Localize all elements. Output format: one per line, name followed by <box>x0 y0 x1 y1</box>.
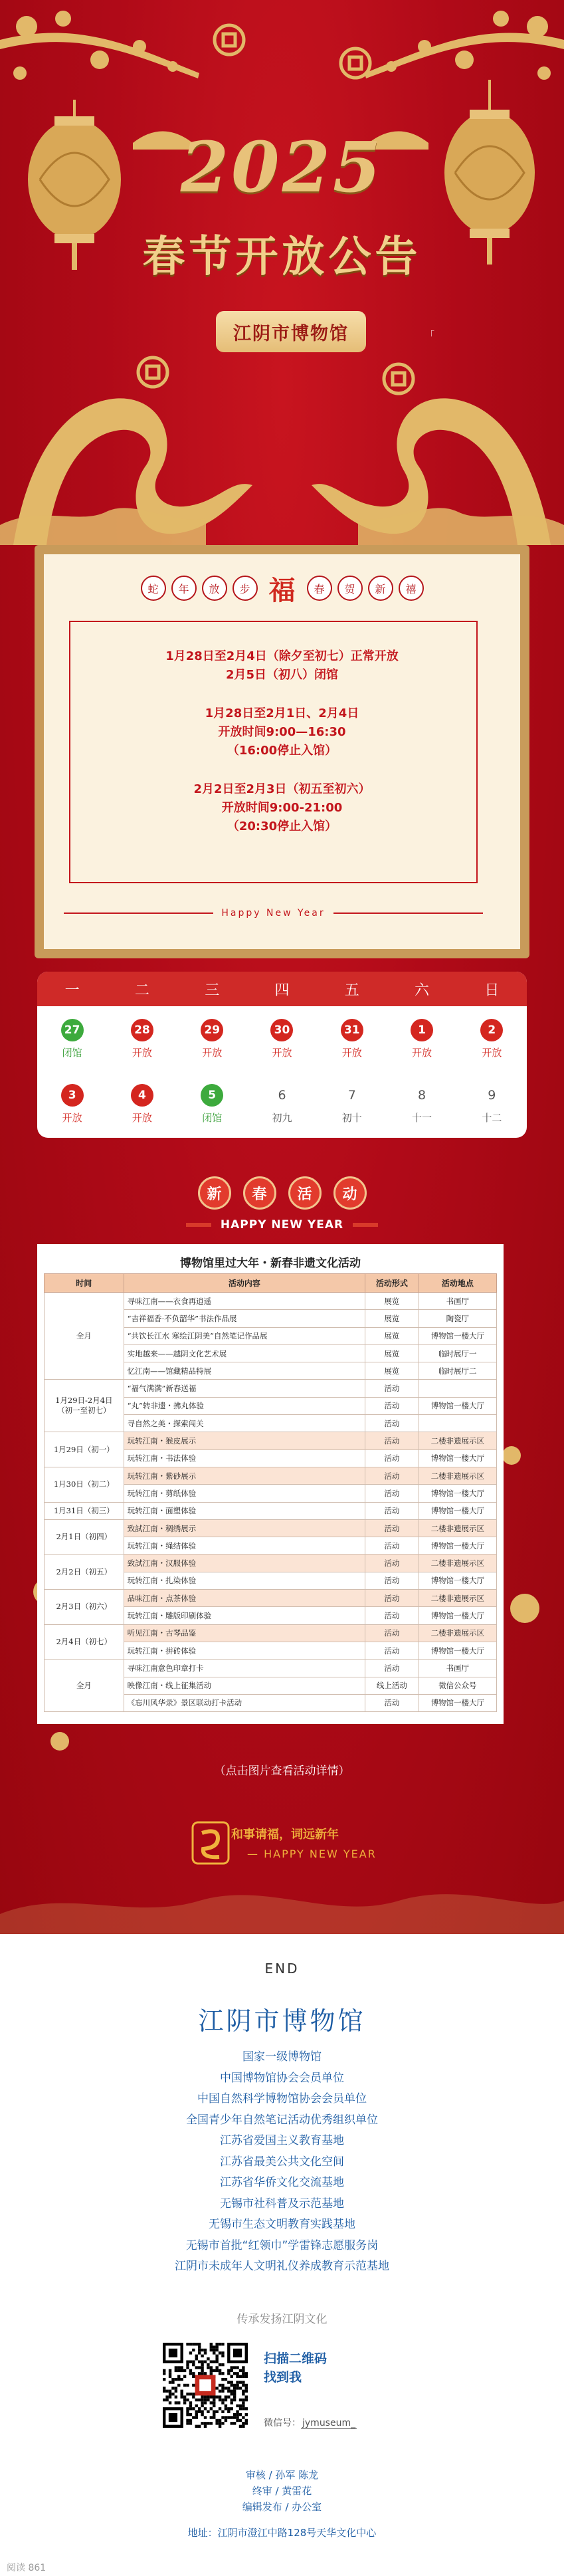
schedule-row <box>45 1590 497 1607</box>
schedule-form-cell: 展览 <box>365 1293 419 1310</box>
calendar-day-status: 开放 <box>132 1046 152 1059</box>
schedule-form-cell: 活动 <box>365 1590 419 1607</box>
calendar-day-number: 4 <box>131 1084 153 1107</box>
calendar-day-status: 开放 <box>341 1046 362 1059</box>
notice-text <box>44 647 520 836</box>
notice-chip: 放 <box>202 576 227 601</box>
credential-item: 江苏省最美公共文化空间 <box>220 2155 344 2169</box>
schedule-row <box>45 1380 497 1397</box>
schedule-content-cell: “福气满满”新春送福 <box>124 1380 365 1397</box>
read-count: 阅读 861 <box>7 2563 47 2573</box>
credential-item: 中国博物馆协会会员单位 <box>220 2071 344 2085</box>
calendar-week-row <box>37 1071 527 1136</box>
qr-caption-line: 扫描二维码 <box>264 2351 328 2366</box>
calendar-day <box>177 1071 247 1136</box>
schedule-time-cell: 2月2日（初五） <box>45 1555 124 1590</box>
calendar-day-number: 3 <box>61 1084 84 1107</box>
schedule-row <box>45 1502 497 1519</box>
snake-logo-icon <box>191 1821 230 1865</box>
calendar-day <box>317 1071 387 1136</box>
schedule-form-cell: 活动 <box>365 1694 419 1711</box>
calendar-day-number: 30 <box>270 1019 293 1041</box>
calendar-week-row <box>37 1006 527 1071</box>
calendar-day-number: 31 <box>341 1019 363 1041</box>
schedule-time-cell: 2月3日（初六） <box>45 1590 124 1625</box>
credential-item: 无锡市社科普及示范基地 <box>220 2197 344 2210</box>
schedule-content-cell: 致試江南・稠绣展示 <box>124 1519 365 1537</box>
wechat-id-value: jymuseum_ <box>302 2418 356 2428</box>
calendar-day-status: 开放 <box>132 1111 152 1124</box>
activity-heading-char: 春 <box>243 1176 276 1210</box>
schedule-content-cell: “吉祥福香·不负韶华”书法作品展 <box>124 1310 365 1327</box>
calendar-day-number: 7 <box>347 1087 356 1103</box>
schedule-place-cell: 二楼非遗展示区 <box>419 1432 496 1449</box>
schedule-form-cell: 活动 <box>365 1607 419 1624</box>
weekday-label: 三 <box>205 982 220 999</box>
schedule-place-cell: 二楼非遗展示区 <box>419 1590 496 1607</box>
calendar-day-status: 开放 <box>412 1046 432 1059</box>
calendar-day-number: 29 <box>201 1019 223 1041</box>
wechat-label: 微信号： <box>264 2418 301 2428</box>
fu-emblem-icon: 福 <box>263 569 302 607</box>
credential-item: 无锡市生态文明教育实践基地 <box>209 2218 355 2231</box>
staff-line: 审核 / 孙军 陈龙 <box>245 2469 319 2481</box>
calendar-day <box>107 1071 177 1136</box>
museum-name-badge: 江阴市博物馆 <box>216 311 366 352</box>
calendar-day <box>457 1006 527 1071</box>
schedule-row <box>45 1660 497 1677</box>
schedule-place-cell: 微信公众号 <box>419 1677 496 1694</box>
notice-card <box>35 545 529 958</box>
notice-line: （16:00停止入馆） <box>227 744 337 758</box>
notice-card-inner <box>44 554 520 949</box>
calendar-day-status: 开放 <box>62 1111 82 1124</box>
museum-address: 地址：江阴市澄江中路128号天华文化中心 <box>187 2527 377 2539</box>
notice-chip: 新 <box>368 576 393 601</box>
schedule-form-cell: 展览 <box>365 1327 419 1344</box>
weekday-label: 五 <box>344 982 359 999</box>
schedule-content-cell: 实地越来——越阴文化艺术展 <box>124 1344 365 1362</box>
notice-line: 2月5日（初八）闭馆 <box>225 668 339 682</box>
schedule-time-cell: 1月30日（初二） <box>45 1467 124 1502</box>
schedule-form-cell: 活动 <box>365 1537 419 1555</box>
schedule-form-cell: 活动 <box>365 1624 419 1642</box>
calendar-day <box>317 1006 387 1071</box>
schedule-place-cell: 博物馆一楼大厅 <box>419 1642 496 1659</box>
schedule-row <box>45 1467 497 1484</box>
notice-chip: 年 <box>171 576 197 601</box>
notice-chip: 蛇 <box>141 576 166 601</box>
calendar-weekday-header <box>37 972 527 1006</box>
calendar-day-number: 2 <box>480 1019 503 1041</box>
opening-calendar <box>37 972 527 1138</box>
schedule-content-cell: 玩转江南・面塑体验 <box>124 1502 365 1519</box>
schedule-header-cell: 活动内容 <box>124 1274 365 1293</box>
calendar-day <box>387 1006 456 1071</box>
end-marker: END <box>264 1961 300 1977</box>
schedule-place-cell: 博物馆一楼大厅 <box>419 1449 496 1467</box>
notice-chip: 贺 <box>337 576 363 601</box>
schedule-content-cell: 寻味江南——衣食再逍遥 <box>124 1293 365 1310</box>
schedule-content-cell: 玩转江南・绳结体验 <box>124 1537 365 1555</box>
calendar-day-number: 9 <box>488 1087 496 1103</box>
poster-title: 春节开放公告 <box>142 233 422 282</box>
calendar-day-status: 初十 <box>341 1111 362 1124</box>
activity-heading-char: 活 <box>288 1176 322 1210</box>
schedule-time-cell: 1月29日-2月4日（初一至初七） <box>45 1380 124 1432</box>
activity-happy-text: HAPPY NEW YEAR <box>220 1218 344 1232</box>
activity-heading <box>0 1176 564 1210</box>
notice-line: 开放时间9:00—16:30 <box>218 725 346 739</box>
schedule-content-cell: 映像江南・线上征集活动 <box>124 1677 365 1694</box>
footer-slogan: 和事请福，词远新年 <box>231 1828 339 1842</box>
calendar-day-status: 十一 <box>412 1111 432 1124</box>
schedule-time-cell: 2月4日（初七） <box>45 1624 124 1660</box>
calendar-day <box>387 1071 456 1136</box>
calendar-day-status: 闭馆 <box>202 1111 223 1124</box>
schedule-content-cell: “丸”转非遗・拂丸体验 <box>124 1397 365 1414</box>
calendar-day-number: 5 <box>201 1084 223 1107</box>
schedule-content-cell: 玩转江南・猴皮展示 <box>124 1432 365 1449</box>
calendar-day <box>457 1071 527 1136</box>
qr-caption-line: 找到我 <box>264 2370 302 2385</box>
activity-heading-char: 新 <box>198 1176 231 1210</box>
credential-item: 江苏省华侨文化交流基地 <box>220 2176 344 2189</box>
schedule-place-cell: 博物馆一楼大厅 <box>419 1485 496 1502</box>
schedule-row <box>45 1624 497 1642</box>
schedule-place-cell: 博物馆一楼大厅 <box>419 1397 496 1414</box>
calendar-day-number: 28 <box>131 1019 153 1041</box>
schedule-content-cell: 玩转江南・拼砖体验 <box>124 1642 365 1659</box>
schedule-time-cell: 全月 <box>45 1293 124 1380</box>
credential-item: 无锡市首批“红领巾”学雷锋志愿服务岗 <box>185 2238 379 2252</box>
calendar-day-status: 闭馆 <box>62 1046 82 1059</box>
schedule-place-cell: 书画厅 <box>419 1660 496 1677</box>
schedule-content-cell: 寻自然之美・探索闯关 <box>124 1415 365 1432</box>
schedule-row <box>45 1432 497 1449</box>
schedule-form-cell: 活动 <box>365 1502 419 1519</box>
notice-chip: 步 <box>233 576 258 601</box>
schedule-place-cell: 二楼非遗展示区 <box>419 1519 496 1537</box>
notice-line: 开放时间9:00-21:00 <box>221 801 343 815</box>
schedule-place-cell <box>419 1380 496 1397</box>
calendar-day <box>37 1071 107 1136</box>
qr-section <box>163 2343 401 2434</box>
weekday-label: 日 <box>484 982 500 999</box>
schedule-place-cell: 博物馆一楼大厅 <box>419 1327 496 1344</box>
schedule-place-cell: 书画厅 <box>419 1293 496 1310</box>
notice-line: 1月28日至2月1日、2月4日 <box>205 706 359 720</box>
calendar-day-number: 8 <box>418 1087 426 1103</box>
schedule-place-cell: 临时展厅一 <box>419 1344 496 1362</box>
schedule-place-cell: 博物馆一楼大厅 <box>419 1572 496 1589</box>
calendar-day-number: 27 <box>61 1019 84 1041</box>
schedule-form-cell: 展览 <box>365 1344 419 1362</box>
schedule-place-cell: 二楼非遗展示区 <box>419 1624 496 1642</box>
schedule-form-cell: 活动 <box>365 1449 419 1467</box>
staff-line: 终审 / 黄雷花 <box>252 2485 312 2497</box>
schedule-content-cell: 寻味江南意色印章打卡 <box>124 1660 365 1677</box>
weekday-label: 四 <box>274 982 290 999</box>
schedule-form-cell: 活动 <box>365 1432 419 1449</box>
schedule-content-cell: 《忘川风华录》景区联动打卡活动 <box>124 1694 365 1711</box>
schedule-content-cell: 忆江南——馆藏精品特展 <box>124 1362 365 1380</box>
schedule-form-cell: 展览 <box>365 1310 419 1327</box>
qr-code-icon[interactable] <box>163 2343 248 2428</box>
calendar-day-status: 十二 <box>482 1111 502 1124</box>
schedule-form-cell: 展览 <box>365 1362 419 1380</box>
credential-item: 江苏省爱国主义教育基地 <box>220 2134 344 2147</box>
schedule-place-cell: 临时展厅二 <box>419 1362 496 1380</box>
schedule-form-cell: 活动 <box>365 1555 419 1572</box>
schedule-content-cell: 玩转江南・雕版印刷体验 <box>124 1607 365 1624</box>
poster-year: 2025 <box>180 126 384 208</box>
credential-item: 国家一级博物馆 <box>242 2050 322 2064</box>
notice-chip: 禧 <box>399 576 424 601</box>
credential-list <box>0 2047 564 2278</box>
activity-schedule-image[interactable] <box>37 1244 504 1724</box>
schedule-place-cell: 博物馆一楼大厅 <box>419 1537 496 1555</box>
schedule-form-cell: 活动 <box>365 1467 419 1484</box>
calendar-day-status: 开放 <box>272 1046 292 1059</box>
wechat-id <box>264 2416 357 2429</box>
calendar-day <box>107 1006 177 1071</box>
calendar-day-status: 初九 <box>272 1111 292 1124</box>
schedule-form-cell: 活动 <box>365 1397 419 1414</box>
calendar-day <box>247 1071 317 1136</box>
schedule-form-cell: 活动 <box>365 1572 419 1589</box>
qr-caption <box>264 2349 327 2387</box>
schedule-content-cell: 玩转江南・书法体验 <box>124 1449 365 1467</box>
schedule-time-cell: 2月1日（初四） <box>45 1519 124 1555</box>
staff-credits <box>0 2467 564 2515</box>
schedule-header-cell: 活动形式 <box>365 1274 419 1293</box>
schedule-content-cell: 玩转江南・剪纸体验 <box>124 1485 365 1502</box>
calendar-day <box>177 1006 247 1071</box>
notice-happy-row <box>64 905 483 921</box>
credential-item: 中国自然科学博物馆协会会员单位 <box>197 2092 367 2105</box>
schedule-time-cell: 1月29日（初一） <box>45 1432 124 1467</box>
schedule-place-cell: 二楼非遗展示区 <box>419 1555 496 1572</box>
schedule-content-cell: 玩转江南・紫砂展示 <box>124 1467 365 1484</box>
schedule-form-cell: 活动 <box>365 1415 419 1432</box>
activity-heading-char: 动 <box>333 1176 367 1210</box>
schedule-content-cell: 致試江南・汉服体验 <box>124 1555 365 1572</box>
staff-line: 编辑发布 / 办公室 <box>242 2501 322 2513</box>
schedule-place-cell: 陶瓷厅 <box>419 1310 496 1327</box>
schedule-place-cell: 博物馆一楼大厅 <box>419 1607 496 1624</box>
schedule-place-cell: 二楼非遗展示区 <box>419 1467 496 1484</box>
activity-happy-row <box>0 1218 564 1232</box>
calendar-day-number: 1 <box>411 1019 433 1041</box>
notice-line: （20:30停止入馆） <box>227 819 337 833</box>
notice-happy-text: Happy New Year <box>221 908 326 918</box>
credential-item: 全国青少年自然笔记活动优秀组织单位 <box>186 2113 378 2127</box>
schedule-place-cell: 博物馆一楼大厅 <box>419 1502 496 1519</box>
schedule-place-cell: 博物馆一楼大厅 <box>419 1694 496 1711</box>
info-museum-title: 江阴市博物馆 <box>198 2006 366 2036</box>
schedule-form-cell: 活动 <box>365 1519 419 1537</box>
schedule-form-cell: 活动 <box>365 1642 419 1659</box>
calendar-day-number: 6 <box>278 1087 286 1103</box>
schedule-row <box>45 1293 497 1310</box>
weekday-label: 一 <box>64 982 80 999</box>
schedule-content-cell: 听见江南・古琴品鉴 <box>124 1624 365 1642</box>
notice-chip-row <box>44 569 520 607</box>
notice-line: 1月28日至2月4日（除夕至初七）正常开放 <box>165 649 399 663</box>
view-details-link[interactable]: （点击图片查看活动详情） <box>214 1765 350 1778</box>
weekday-label: 二 <box>134 982 149 999</box>
notice-chip: 春 <box>307 576 332 601</box>
schedule-row <box>45 1555 497 1572</box>
schedule-form-cell: 活动 <box>365 1485 419 1502</box>
schedule-place-cell <box>419 1415 496 1432</box>
info-tagline: 传承发扬江阴文化 <box>236 2313 328 2326</box>
schedule-header-cell: 时间 <box>45 1274 124 1293</box>
calendar-day-status: 开放 <box>202 1046 223 1059</box>
calendar-day <box>37 1006 107 1071</box>
schedule-header-row <box>45 1274 497 1293</box>
calendar-day <box>247 1006 317 1071</box>
footer-happy-text: — HAPPY NEW YEAR <box>247 1848 377 1860</box>
schedule-content-cell: 品味江南・点茶体验 <box>124 1590 365 1607</box>
schedule-form-cell: 活动 <box>365 1380 419 1397</box>
poster-tiny-mark: 「 <box>425 330 434 341</box>
schedule-title: 博物馆里过大年・新春非遗文化活动 <box>180 1257 361 1270</box>
schedule-table <box>44 1273 497 1712</box>
schedule-content-cell: “共饮长江水 寒绘江阴美”自然笔记作品展 <box>124 1327 365 1344</box>
credential-item: 江阴市未成年人文明礼仪养成教育示范基地 <box>175 2260 389 2273</box>
schedule-time-cell: 全月 <box>45 1660 124 1712</box>
notice-line: 2月2日至2月3日（初五至初六） <box>193 782 371 796</box>
calendar-day-status: 开放 <box>482 1046 502 1059</box>
schedule-form-cell: 活动 <box>365 1660 419 1677</box>
schedule-time-cell: 1月31日（初三） <box>45 1502 124 1519</box>
weekday-label: 六 <box>415 982 430 999</box>
schedule-content-cell: 玩转江南・扎染体验 <box>124 1572 365 1589</box>
schedule-header-cell: 活动地点 <box>419 1274 496 1293</box>
schedule-form-cell: 线上活动 <box>365 1677 419 1694</box>
schedule-row <box>45 1519 497 1537</box>
